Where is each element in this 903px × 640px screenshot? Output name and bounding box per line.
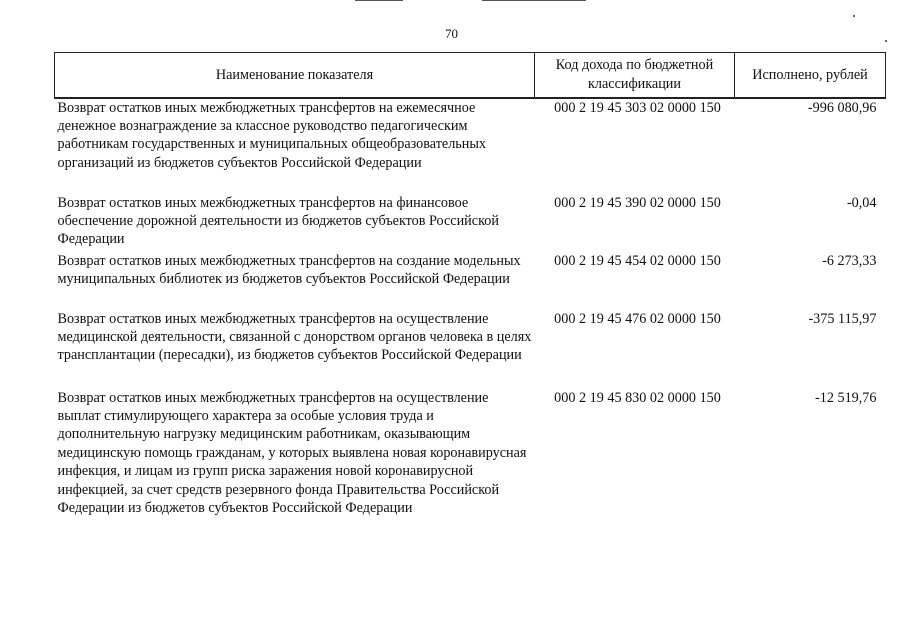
indicator-name: Возврат остатков иных межбюджетных трансфертов на осуществление медицинской деятельности, связанной с донорством органов человека в целях трансплантации (пересадки), из бюджетов субъектов Российской Федерации <box>57 310 532 364</box>
indicator-name: Возврат остатков иных межбюджетных трансфертов на ежемесячное денежное вознаграждение за классное руководство педагогическим работникам государственных и муниципальных общеобразовательных организаций из бюджетов субъектов Российской Федерации <box>57 99 486 171</box>
executed-amount: -0,04 <box>846 194 877 211</box>
scan-top-rule-left <box>355 0 403 1</box>
table-row <box>55 389 886 539</box>
executed-amount: -375 115,97 <box>808 310 877 327</box>
scan-speck <box>853 15 855 17</box>
report-table <box>54 52 886 539</box>
scan-top-rule-right <box>482 0 586 1</box>
executed-amount: -6 273,33 <box>822 252 877 269</box>
income-code: 000 2 19 45 830 02 0000 150 <box>554 389 721 406</box>
table-header-row <box>55 53 886 98</box>
executed-amount: -12 519,76 <box>815 389 877 406</box>
income-code: 000 2 19 45 303 02 0000 150 <box>554 99 721 116</box>
executed-amount: -996 080,96 <box>807 99 877 116</box>
indicator-name: Возврат остатков иных межбюджетных трансфертов на осуществление выплат стимулирующего характера за особые условия труда и дополнительную нагрузку медицинским работникам, оказывающим медицинскую помощь гражданам, у которых выявлена новая коронавирусная инфекция, и лицам из групп риска заражения новой коронавирусной инфекцией, за счет средств резервного фонда Правительства Российской Федерации из бюджетов субъектов Российской Федерации <box>57 389 527 516</box>
table-row <box>55 310 886 389</box>
column-header-amount: Исполнено, рублей <box>735 53 886 98</box>
column-header-name: Наименование показателя <box>55 53 535 98</box>
table-row <box>55 194 886 252</box>
table-row <box>55 252 886 310</box>
indicator-name: Возврат остатков иных межбюджетных трансфертов на финансовое обеспечение дорожной деятельности из бюджетов субъектов Российской Федерации <box>57 194 499 248</box>
page-number: 70 <box>445 26 458 41</box>
table-row <box>55 98 886 194</box>
column-header-code: Код дохода по бюджетной классификации <box>535 53 735 98</box>
income-code: 000 2 19 45 390 02 0000 150 <box>554 194 721 211</box>
indicator-name: Возврат остатков иных межбюджетных трансфертов на создание модельных муниципальных библиотек из бюджетов субъектов Российской Федерации <box>57 252 521 287</box>
income-code: 000 2 19 45 454 02 0000 150 <box>554 252 721 269</box>
income-code: 000 2 19 45 476 02 0000 150 <box>554 310 721 327</box>
